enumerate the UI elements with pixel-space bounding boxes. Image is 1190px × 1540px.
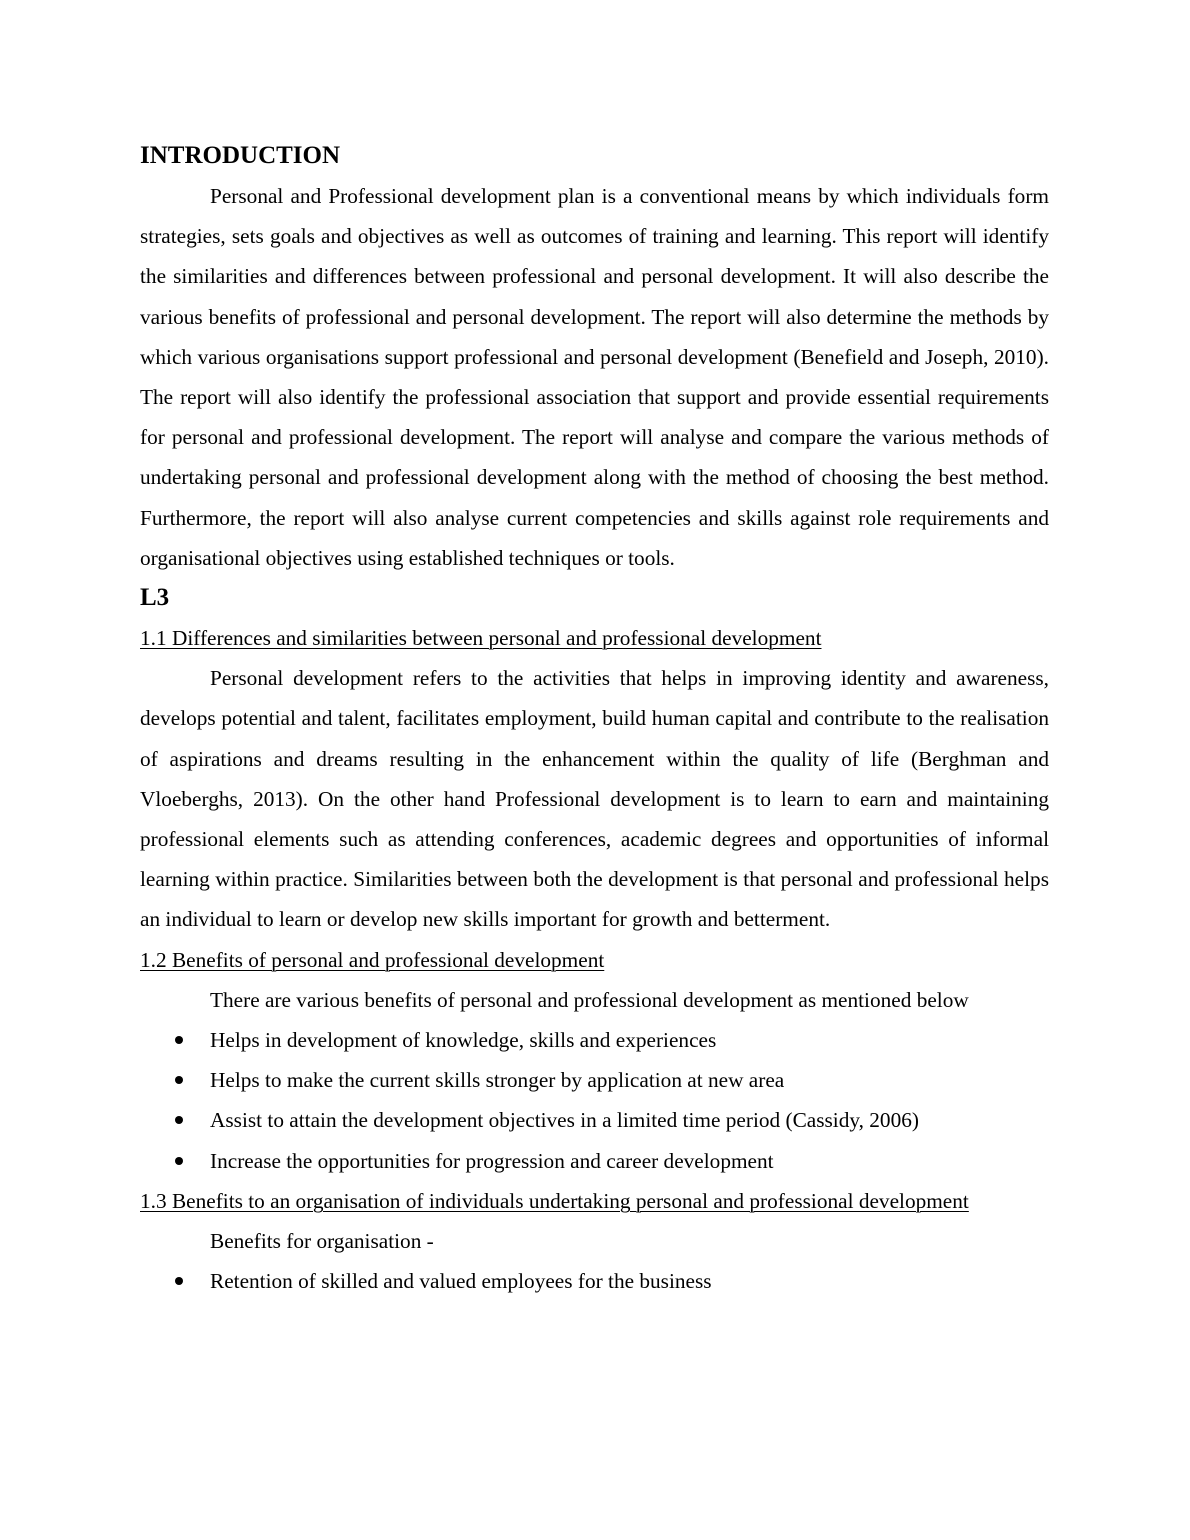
- document-page: [140, 138, 1049, 1301]
- section-1-2-heading: 1.2 Benefits of personal and professional development: [140, 947, 605, 972]
- bullet-text: Helps to make the current skills stronger by application at new area: [210, 1068, 785, 1093]
- bullet-item: [140, 1100, 1049, 1140]
- bullet-item: [140, 1020, 1049, 1060]
- section-1-3-heading: 1.3 Benefits to an organisation of individuals undertaking personal and professional development: [140, 1188, 969, 1213]
- bullet-item: [140, 1261, 1049, 1301]
- bullet-text: Increase the opportunities for progression and career development: [210, 1148, 774, 1173]
- section-1-2-lead: There are various benefits of personal and professional development as mentioned below: [210, 987, 969, 1012]
- bullet-text: Retention of skilled and valued employees for the business: [210, 1269, 712, 1294]
- section-1-3-bullet-list: [140, 1261, 1049, 1301]
- bullet-icon: [175, 1277, 183, 1285]
- bullet-item: [140, 1060, 1049, 1100]
- l3-heading: L3: [140, 584, 170, 612]
- section-1-1-paragraph: Personal development refers to the activities that helps in improving identity and awareness, develops potential and talent, facilitates employment, build human capital and contribute to the realisation of aspirations and dreams resulting in the enhancement within the quality of life (Berghman and Vloeberghs, 2013). On the other hand Professional development is to learn to earn and maintaining professional elements such as attending conferences, academic degrees and opportunities of informal learning within practice. Similarities between both the development is that personal and professional helps an individual to learn or develop new skills important for growth and betterment.: [140, 666, 1049, 932]
- bullet-item: [140, 1141, 1049, 1181]
- bullet-text: Assist to attain the development objectives in a limited time period (Cassidy, 2006): [210, 1108, 919, 1133]
- introduction-heading: INTRODUCTION: [140, 142, 341, 169]
- bullet-icon: [175, 1157, 183, 1165]
- section-1-3-lead: Benefits for organisation -: [210, 1229, 434, 1254]
- bullet-icon: [175, 1036, 183, 1044]
- bullet-text: Helps in development of knowledge, skills and experiences: [210, 1028, 717, 1053]
- section-1-1-heading: 1.1 Differences and similarities between personal and professional development: [140, 626, 822, 651]
- section-1-2-bullet-list: [140, 1020, 1049, 1181]
- bullet-icon: [175, 1116, 183, 1124]
- bullet-icon: [175, 1076, 183, 1084]
- introduction-paragraph: Personal and Professional development plan is a conventional means by which individuals form strategies, sets goals and objectives as well as outcomes of training and learning. This report will identify the similarities and differences between professional and personal development. It will also describe the various benefits of professional and personal development. The report will also determine the methods by which various organisations support professional and personal development (Benefield and Joseph, 2010). The report will also identify the professional association that support and provide essential requirements for personal and professional development. The report will analyse and compare the various methods of undertaking personal and professional development along with the method of choosing the best method. Furthermore, the report will also analyse current competencies and skills against role requirements and organisational objectives using established techniques or tools.: [140, 184, 1049, 570]
